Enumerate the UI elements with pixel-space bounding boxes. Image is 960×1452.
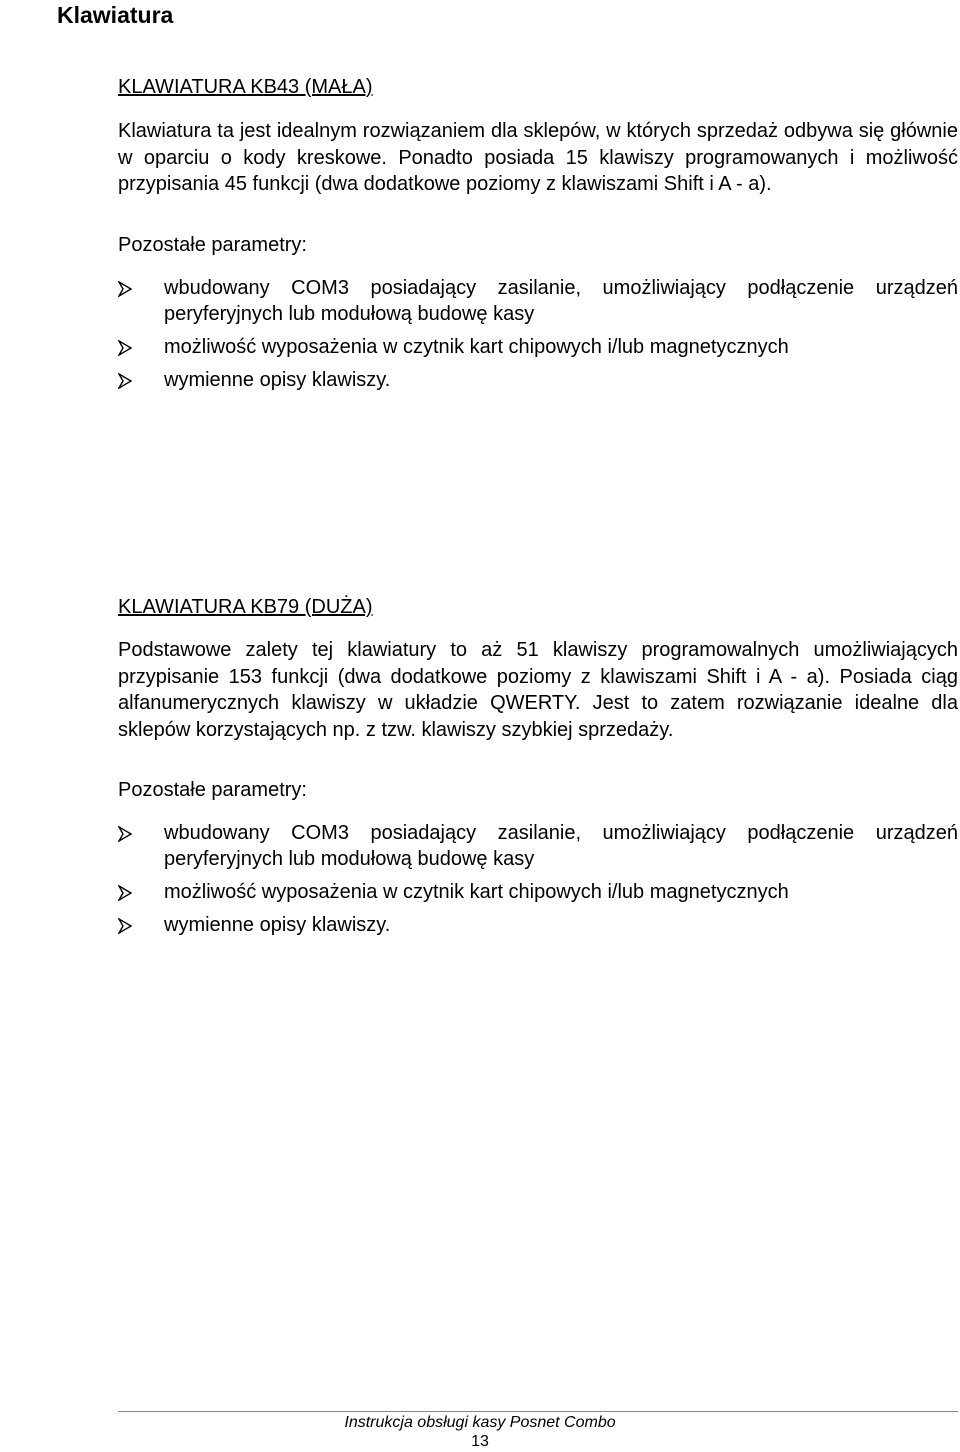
arrow-bullet-icon [118,340,132,356]
arrow-bullet-icon [118,885,132,901]
section-title: KLAWIATURA KB43 (MAŁA) [118,76,373,98]
footer-text: Instrukcja obsługi kasy Posnet Combo [344,1414,616,1431]
list-item [118,367,958,393]
section-title: KLAWIATURA KB79 (DUŻA) [118,596,373,618]
params-list [118,820,958,938]
section-kb79 [118,594,958,945]
arrow-bullet-icon [118,918,132,934]
list-item [118,275,958,327]
list-item [118,820,958,872]
list-item-text: wymienne opisy klawiszy. [164,914,391,936]
footer-divider [118,1411,958,1412]
params-label: Pozostałe parametry: [118,233,307,256]
arrow-bullet-icon [118,826,132,842]
list-item-text: możliwość wyposażenia w czytnik kart chipowych i/lub magnetycznych [164,335,789,358]
list-item-text: możliwość wyposażenia w czytnik kart chipowych i/lub magnetycznych [164,881,789,903]
section-paragraph: Klawiatura ta jest idealnym rozwiązaniem dla sklepów, w których sprzedaż odbywa się głównie w oparciu o kody kreskowe. Ponadto posiada 15 klawiszy programowanych i możliwość przypisania 45 funkcji (dwa dodatkowe poziomy z klawiszami Shift i A - a). [118,120,958,195]
params-list [118,275,958,393]
section-kb43 [118,74,958,400]
list-item [118,334,958,360]
section-paragraph: Podstawowe zalety tej klawiatury to aż 51 klawiszy programowalnych umożliwiających przypisanie 153 funkcji (dwa dodatkowe poziomy z klawiszami Shift i A - a). Posiada ciąg alfanumerycznych klawiszy w układzie QWERTY. Jest to zatem rozwiązanie idealne dla sklepów korzystających np. z tzw. klawiszy szybkiej sprzedaży. [118,639,958,741]
list-item-text: wbudowany COM3 posiadający zasilanie, umożliwiający podłączenie urządzeń peryferyjnych lub modułową budowę kasy [164,822,958,870]
arrow-bullet-icon [118,373,132,389]
page-number: 13 [471,1433,489,1450]
list-item-text: wymienne opisy klawiszy. [164,368,391,391]
params-label: Pozostałe parametry: [118,779,307,801]
list-item-text: wbudowany COM3 posiadający zasilanie, umożliwiający podłączenie urządzeń peryferyjnych lub modułową budowę kasy [164,276,958,325]
list-item [118,912,958,938]
list-item [118,879,958,905]
page-title: Klawiatura [57,2,174,28]
arrow-bullet-icon [118,281,132,297]
